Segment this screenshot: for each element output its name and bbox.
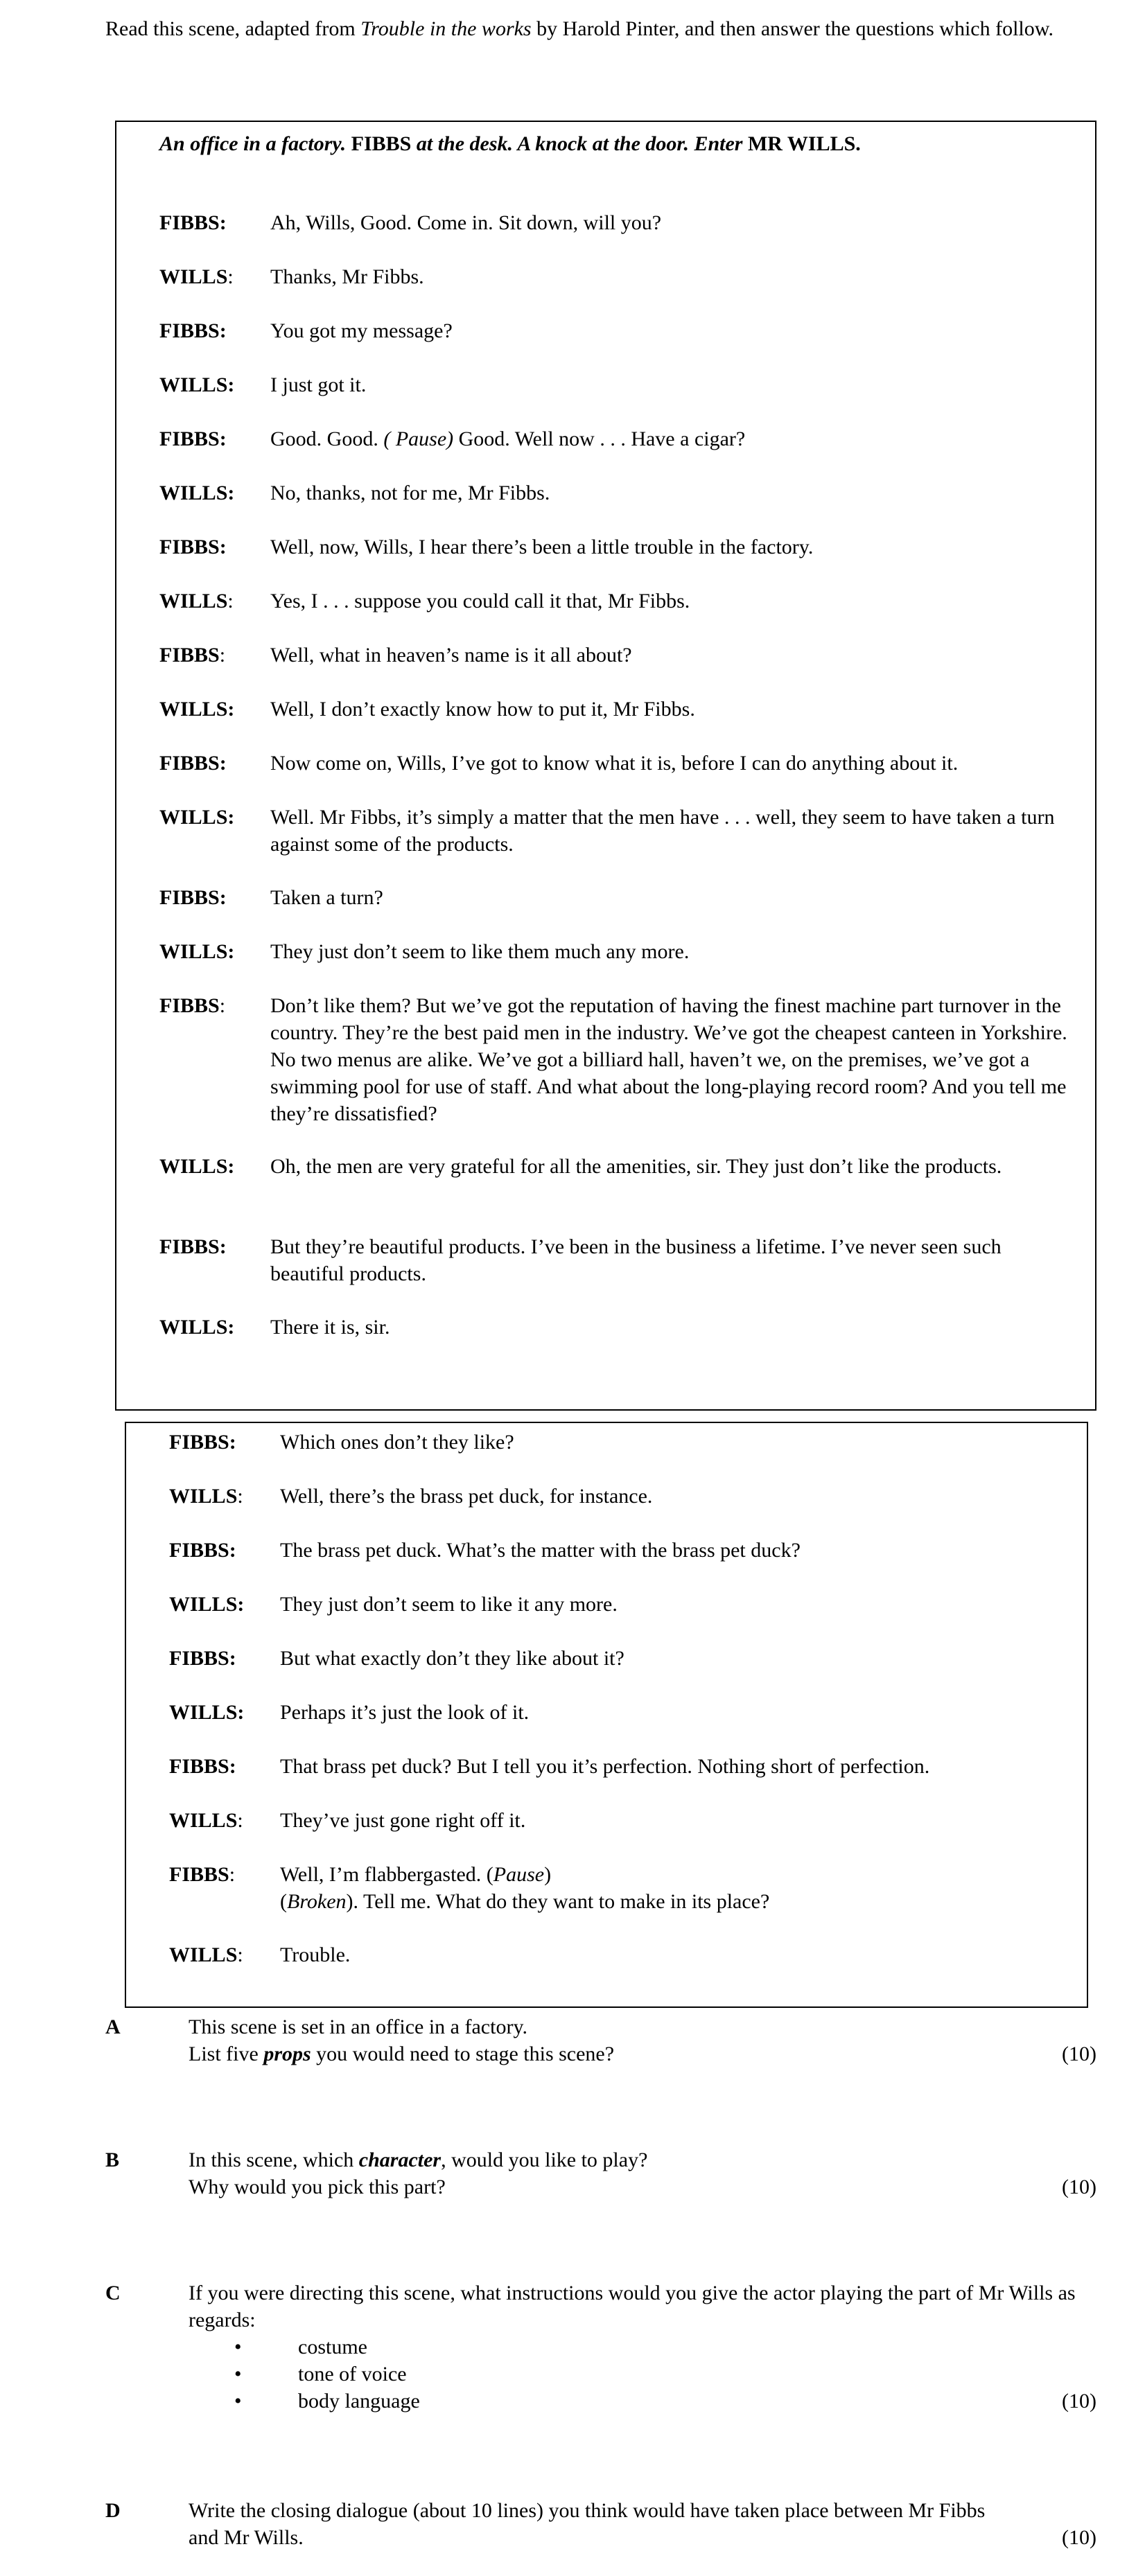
speaker-name: WILLS: (169, 1943, 243, 1966)
question-letter: C (105, 2282, 121, 2304)
stage-direction: An office in a factory. FIBBS at the desk. A knock at the door. Enter MR WILLS. (159, 132, 861, 155)
question-d (105, 2497, 1096, 2552)
question-text: In this scene, which character, would you like to play? (189, 2149, 648, 2171)
speaker-name: FIBBS: (159, 1235, 227, 1258)
speaker-name: FIBBS: (159, 536, 227, 558)
speaker-name: WILLS: (159, 1155, 235, 1178)
dialogue-text: Well, there’s the brass pet duck, for instance. (280, 1485, 653, 1508)
dialogue-text: I just got it. (270, 373, 367, 396)
question-text: If you were directing this scene, what instructions would you give the actor playing the part of Mr Wills as regards: (189, 2282, 1076, 2331)
dialogue-text: Taken a turn? (270, 886, 383, 909)
intro-before: Read this scene, adapted from (105, 17, 361, 40)
intro-after: by Harold Pinter, and then answer the questions which follow. (531, 17, 1054, 40)
speaker-name: WILLS: (159, 1316, 235, 1339)
question-b (105, 2146, 1096, 2202)
marks: (10) (1062, 2043, 1096, 2065)
speaker-name: WILLS: (169, 1593, 245, 1616)
speaker-name: WILLS: (169, 1809, 243, 1832)
question-text: Write the closing dialogue (about 10 lines) you think would have taken place between Mr Fibbs and Mr Wills. (189, 2499, 986, 2549)
question-text: This scene is set in an office in a factory. (189, 2015, 527, 2038)
bullet-icon: • (234, 2390, 242, 2412)
dialogue-text: The brass pet duck. What’s the matter with the brass pet duck? (280, 1539, 801, 1562)
speaker-name: FIBBS: (159, 211, 227, 234)
speaker-name: WILLS: (159, 806, 235, 829)
question-letter: B (105, 2149, 120, 2171)
dialogue-text: No, thanks, not for me, Mr Fibbs. (270, 482, 550, 504)
speaker-name: WILLS: (159, 482, 235, 504)
bullet-list (189, 2334, 1090, 2415)
dialogue-text: Well, what in heaven’s name is it all about? (270, 644, 632, 667)
dialogue-text: Yes, I . . . suppose you could call it that, Mr Fibbs. (270, 590, 690, 612)
question-c (105, 2279, 1096, 2418)
speaker-name: WILLS: (159, 265, 234, 288)
dialogue-text: But what exactly don’t they like about it? (280, 1647, 624, 1670)
bullet-item: • costume (189, 2334, 1090, 2361)
dialogue-text: Well, now, Wills, I hear there’s been a little trouble in the factory. (270, 536, 814, 558)
question-text: List five props you would need to stage this scene? (189, 2043, 615, 2065)
speaker-name: FIBBS: (159, 644, 226, 667)
marks: (10) (1062, 2176, 1096, 2198)
dialogue-text: Now come on, Wills, I’ve got to know what it is, before I can do anything about it. (270, 752, 959, 775)
speaker-name: FIBBS: (159, 427, 227, 450)
speaker-name: FIBBS: (159, 886, 227, 909)
dialogue-text: They just don’t seem to like it any more. (280, 1593, 618, 1616)
bullet-icon: • (234, 2336, 242, 2358)
question-letter: D (105, 2499, 121, 2522)
dialogue-text: But they’re beautiful products. I’ve been in the business a lifetime. I’ve never seen such beautiful products. (270, 1235, 1002, 1285)
intro-text (105, 15, 1096, 42)
marks: (10) (1062, 2390, 1096, 2412)
dialogue-text: Don’t like them? But we’ve got the reputation of having the finest machine part turnover in the country. They’re the best paid men in the industry. We’ve got the cheapest canteen in Yorkshire. No two menus are alike. We’ve got a billiard hall, haven’t we, on the premises, we’ve got a swimming pool for use of staff. And what about the long-playing record room? And you tell me they’re dissatisfied? (270, 994, 1067, 1125)
speaker-name: WILLS: (159, 590, 234, 612)
bullet-item: • body language (189, 2388, 1090, 2415)
dialogue-text: Ah, Wills, Good. Come in. Sit down, will you? (270, 211, 662, 234)
dialogue-text: Trouble. (280, 1943, 351, 1966)
dialogue-text: Well, I’m flabbergasted. (Pause) (Broken). Tell me. What do they want to make in its place? (280, 1863, 770, 1913)
dialogue-text: Which ones don’t they like? (280, 1431, 514, 1454)
speaker-name: FIBBS: (159, 994, 226, 1017)
speaker-name: WILLS: (159, 940, 235, 963)
speaker-name: FIBBS: (159, 319, 227, 342)
dialogue-text: Perhaps it’s just the look of it. (280, 1701, 530, 1724)
speaker-name: WILLS: (159, 373, 235, 396)
speaker-name: FIBBS: (169, 1647, 236, 1670)
dialogue-text: They just don’t seem to like them much any more. (270, 940, 690, 963)
dialogue-text: Oh, the men are very grateful for all the amenities, sir. They just don’t like the products. (270, 1155, 1002, 1178)
bullet-item: • tone of voice (189, 2361, 1090, 2388)
play-title: Trouble in the works (360, 17, 532, 40)
speaker-name: FIBBS: (159, 752, 227, 775)
dialogue-text: You got my message? (270, 319, 453, 342)
speaker-name: WILLS: (169, 1485, 243, 1508)
question-text: Why would you pick this part? (189, 2176, 446, 2198)
speaker-name: FIBBS: (169, 1431, 236, 1454)
speaker-name: FIBBS: (169, 1539, 236, 1562)
dialogue-text: That brass pet duck? But I tell you it’s perfection. Nothing short of perfection. (280, 1755, 930, 1778)
dialogue-text: They’ve just gone right off it. (280, 1809, 526, 1832)
speaker-name: WILLS: (159, 698, 235, 721)
speaker-name: WILLS: (169, 1701, 245, 1724)
speaker-name: FIBBS: (169, 1755, 236, 1778)
speaker-name: FIBBS: (169, 1863, 236, 1886)
marks: (10) (1062, 2526, 1096, 2549)
question-a (105, 2013, 1096, 2069)
question-letter: A (105, 2015, 121, 2038)
bullet-icon: • (234, 2363, 242, 2385)
dialogue-text: Thanks, Mr Fibbs. (270, 265, 424, 288)
dialogue-text: There it is, sir. (270, 1316, 390, 1339)
dialogue-text: Well. Mr Fibbs, it’s simply a matter that the men have . . . well, they seem to have taken a turn against some of the products. (270, 806, 1055, 856)
dialogue-text: Good. Good. ( Pause) Good. Well now . . . Have a cigar? (270, 427, 746, 450)
dialogue-text: Well, I don’t exactly know how to put it, Mr Fibbs. (270, 698, 695, 721)
